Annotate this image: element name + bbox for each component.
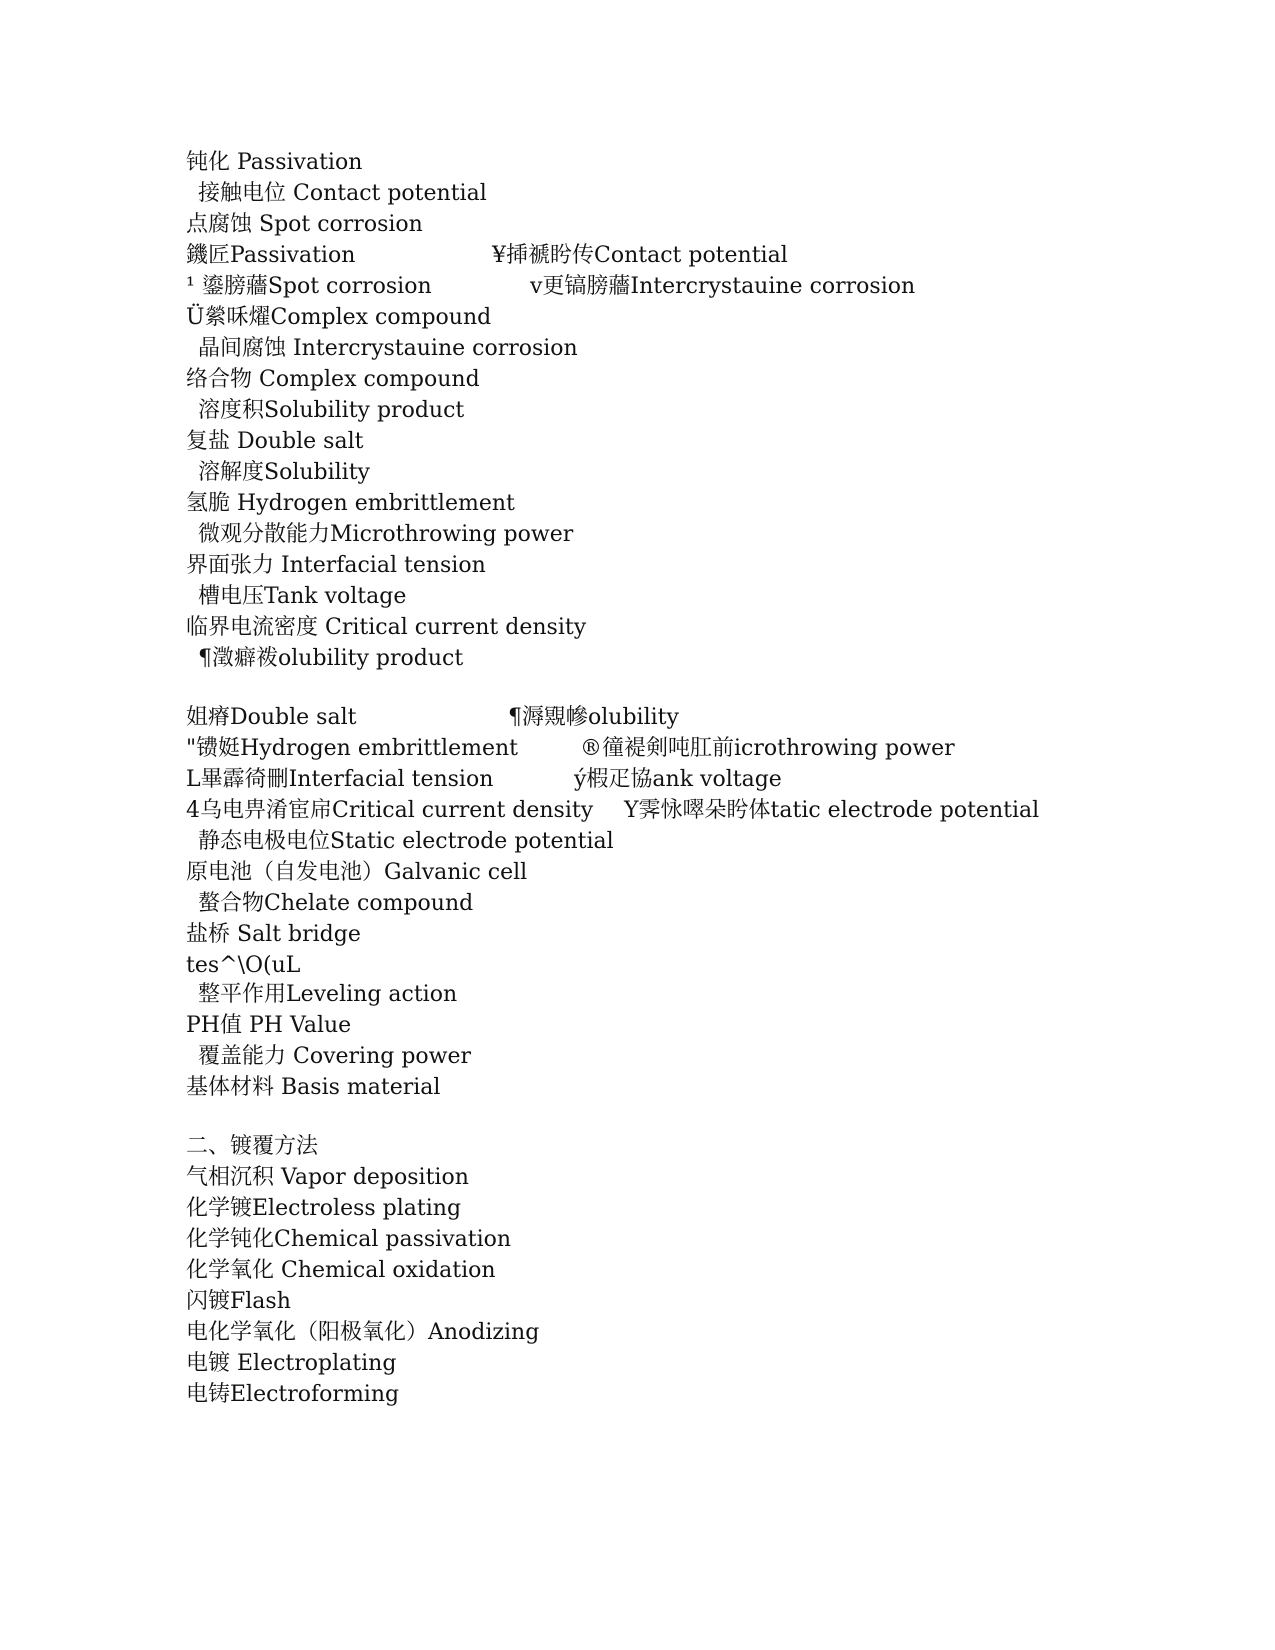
line-text: 电铸Electroforming bbox=[186, 1382, 400, 1407]
line-text: L畢霹徛刪Interfacial tension bbox=[186, 767, 494, 792]
line-text: 络合物 Complex compound bbox=[186, 367, 480, 392]
line-text: 点腐蚀 Spot corrosion bbox=[186, 212, 423, 237]
line-text: 槽电压Tank voltage bbox=[198, 584, 407, 609]
line-text: 二、镀覆方法 bbox=[186, 1134, 319, 1159]
line-text: 整平作用Leveling action bbox=[198, 982, 458, 1007]
line-text: 基体材料 Basis material bbox=[186, 1075, 441, 1100]
line-text: 氢脆 Hydrogen embrittlement bbox=[186, 491, 515, 516]
line-text: 接触电位 Contact potential bbox=[198, 181, 487, 206]
line-text-col2: ¥揷禠盻传Contact potential bbox=[492, 243, 788, 268]
line-text: 临界电流密度 Critical current density bbox=[186, 615, 587, 640]
line-text: 微观分散能力Microthrowing power bbox=[198, 522, 574, 547]
line-text: "镄娗Hydrogen embrittlement bbox=[186, 736, 518, 761]
line-text: 闪镀Flash bbox=[186, 1289, 291, 1314]
line-text-col2: ¶溽覭幓olubility bbox=[508, 705, 679, 730]
line-text: 盐桥 Salt bridge bbox=[186, 922, 361, 947]
line-text: ¹ 鎏膀蘠Spot corrosion bbox=[186, 274, 432, 299]
line-text-col2: ®徸褆剣吨肛前icrothrowing power bbox=[580, 736, 955, 761]
line-text: 鐖匠Passivation bbox=[186, 243, 356, 268]
line-text: 化学钝化Chemical passivation bbox=[186, 1227, 512, 1252]
line-text-col2: ý椵疋協ank voltage bbox=[574, 767, 782, 792]
line-text: 原电池（自发电池）Galvanic cell bbox=[186, 860, 528, 885]
line-text: 化学镀Electroless plating bbox=[186, 1196, 462, 1221]
line-text: tes^\O(uL bbox=[186, 953, 301, 978]
line-text: 螯合物Chelate compound bbox=[198, 891, 474, 916]
line-text: 4乌电畁淆宦帍Critical current density bbox=[186, 798, 594, 823]
line-text: 界面张力 Interfacial tension bbox=[186, 553, 486, 578]
line-text: 钝化 Passivation bbox=[186, 150, 363, 175]
line-text: 静态电极电位Static electrode potential bbox=[198, 829, 614, 854]
line-text: 电化学氧化（阳极氧化）Anodizing bbox=[186, 1320, 540, 1345]
line-text: 晶间腐蚀 Intercrystauine corrosion bbox=[198, 336, 578, 361]
line-text: 姐瘠Double salt bbox=[186, 705, 357, 730]
line-text-col2: Y霁怺噿朵盻体tatic electrode potential bbox=[624, 798, 1040, 823]
line-text-col2: v更镐膀蘠Intercrystauine corrosion bbox=[530, 274, 916, 299]
line-text: Ü縈咊燿Complex compound bbox=[186, 305, 492, 330]
line-text: 电镀 Electroplating bbox=[186, 1351, 397, 1376]
line-text: 溶度积Solubility product bbox=[198, 398, 465, 423]
line-text: 覆盖能力 Covering power bbox=[198, 1044, 472, 1069]
line-text: 气相沉积 Vapor deposition bbox=[186, 1165, 469, 1190]
line-text: 复盐 Double salt bbox=[186, 429, 364, 454]
line-text: 溶解度Solubility bbox=[198, 460, 370, 485]
line-text: ¶澂癖袯olubility product bbox=[198, 646, 464, 671]
line-text: PH值 PH Value bbox=[186, 1013, 352, 1038]
line-text: 化学氧化 Chemical oxidation bbox=[186, 1258, 496, 1283]
